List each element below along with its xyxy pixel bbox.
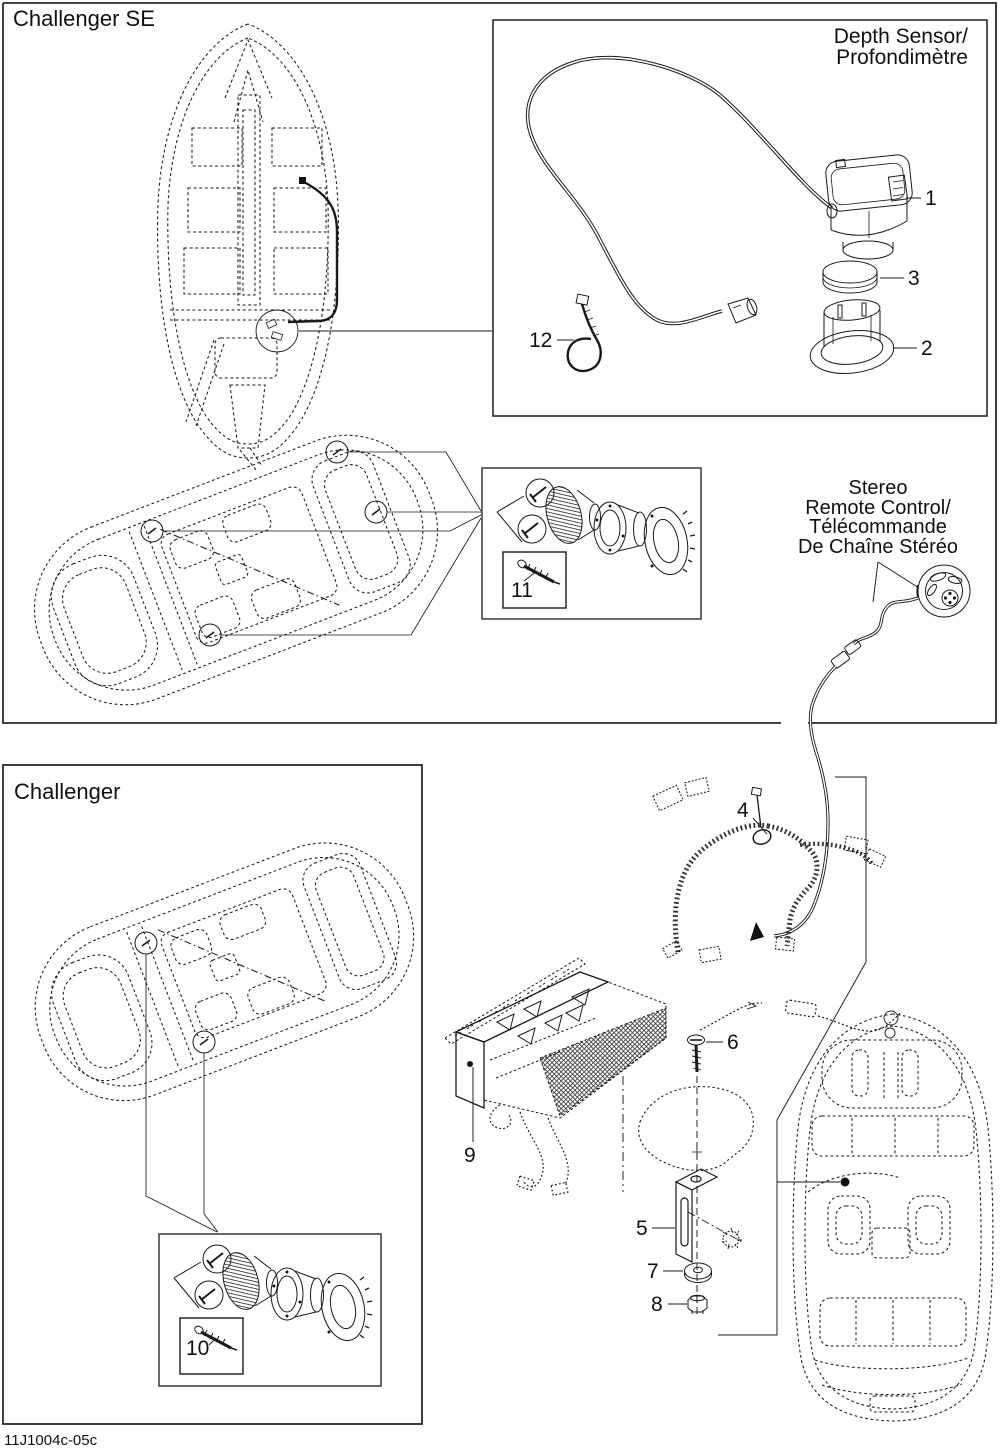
speaker-box-challenger-frame: [159, 1234, 381, 1386]
harness-cable-tie: [751, 787, 773, 846]
depth-sensor-title-fr: Profondimètre: [836, 46, 968, 69]
depth-sensor-title-en: Depth Sensor/: [833, 25, 968, 48]
part-label-7: 7: [647, 1260, 659, 1283]
part-label-8: 8: [651, 1293, 663, 1316]
hull-top-view-se: [158, 24, 339, 470]
part-label-6: 6: [727, 1031, 739, 1054]
stereo-remote-title-line2: Remote Control/: [805, 496, 951, 519]
speaker-location-markers-challenger: [135, 932, 215, 1053]
radio-location-callout: [718, 777, 866, 1335]
mounting-pad: [639, 1087, 754, 1171]
antenna-wire: [700, 1000, 902, 1031]
deck-view-challenger: [10, 818, 439, 1126]
hardware-leader-lines: [652, 1042, 723, 1304]
challenger-se-frame: [3, 3, 996, 723]
part-label-4: 4: [737, 799, 749, 822]
stereo-remote-title-line4: De Chaîne Stéréo: [797, 535, 959, 558]
star-lock-nut: [722, 1228, 742, 1249]
part-label-9: 9: [464, 1144, 476, 1167]
depth-sensor-cable-routing: [256, 177, 492, 352]
stereo-remote-leader: [873, 562, 919, 602]
radio-unit: [445, 958, 666, 1195]
wiring-harness: [653, 778, 886, 963]
cable-tie-12: [568, 294, 601, 371]
speaker-location-markers-se: [141, 441, 387, 646]
mounting-screw-6: [688, 1035, 705, 1072]
part-label-12: 12: [529, 329, 553, 352]
stereo-remote-cable: [750, 598, 918, 941]
part-label-2: 2: [921, 337, 933, 360]
depth-box-leader-lines: [557, 198, 921, 348]
washer-7: [685, 1263, 712, 1283]
sensor-puck: [823, 261, 877, 293]
depth-sensor-title: [788, 26, 968, 68]
stereo-remote-title-line3: Télécommande: [809, 516, 947, 538]
part-label-5: 5: [636, 1217, 648, 1240]
lock-nut-8: [688, 1295, 707, 1314]
document-id: 11J1004c-05c: [4, 1432, 98, 1449]
pad-center-mark: [692, 1147, 702, 1157]
deck-view-se: [9, 410, 463, 731]
speaker-leader-lines-challenger: [146, 954, 218, 1232]
part-label-10: 10: [186, 1337, 210, 1360]
part-label-3: 3: [908, 267, 920, 290]
sensor-mounting-cup: [808, 298, 896, 378]
section-title-se: Challenger SE: [13, 6, 155, 31]
stereo-remote-title-line1: Stereo: [848, 477, 908, 499]
stereo-remote-knob: [917, 565, 970, 617]
stereo-remote-title: [782, 479, 974, 557]
depth-sensor-cable: [528, 58, 832, 324]
hull-top-view-rear: [793, 1011, 993, 1421]
section-title-challenger: Challenger: [14, 779, 121, 804]
mounting-bracket-5: [676, 1169, 744, 1262]
part-label-11: 11: [511, 579, 533, 602]
depth-sensor-unit: [825, 154, 914, 259]
part-label-1: 1: [925, 187, 937, 210]
